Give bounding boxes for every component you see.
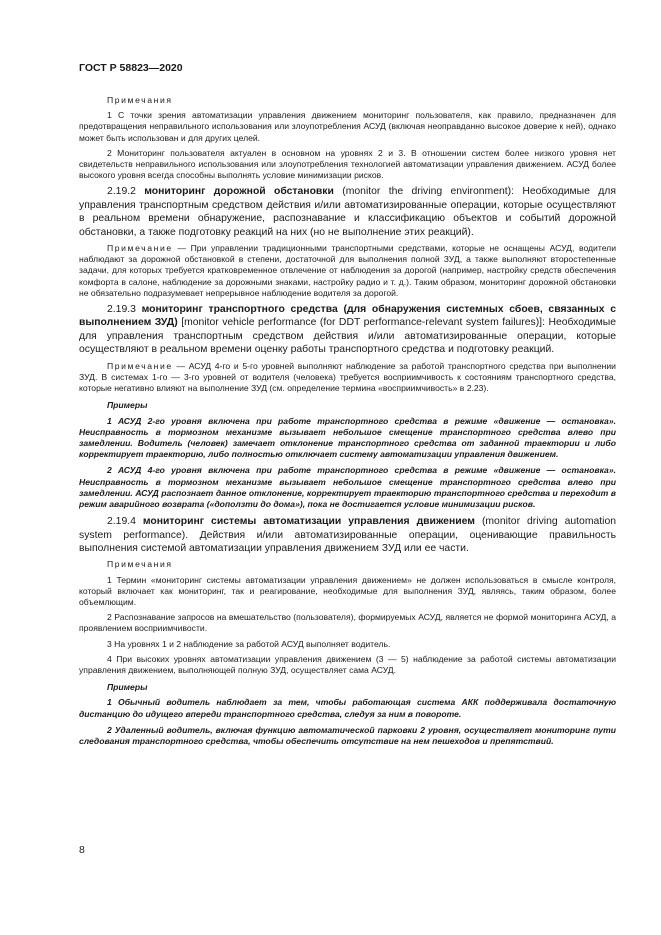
note-paragraph: 1 С точки зрения автоматизации управления движением мониторинг пользователя, как правило, предназначен для предотвращения неправильного использования или злоупотребления АСУД (включая неоправданно высокое доверие к ней), однако может быть использован и для других целей. xyxy=(79,110,616,143)
clause-number: 2.19.3 xyxy=(107,304,136,316)
notes-label: Примечания xyxy=(107,95,173,105)
definition-2-19-2 xyxy=(79,185,616,239)
note-text: — АСУД 4-го и 5-го уровней выполняют наблюдение за работой транспортного средства при выполнении ЗУД. В системах 1-го — 3-го уровней от водителя (человека) требуется восприимчивость к состояниям транспортного средства, которые негативно влияют на выполнение ЗУД (см. определение термина «восприимчивость» в 2.23). xyxy=(79,360,616,394)
note-paragraph: 2 Распознавание запросов на вмешательство (пользователя), формируемых АСУД, является не формой мониторинга АСУД, а проявлением восприимчивости. xyxy=(79,612,616,634)
definition-text: [monitor vehicle performance (for DDT performance-relevant system failures)]: Необходимые для управления транспортным средством действия и/или автоматизированные операции, которые осуществляют в реальном времени оценку работы транспортного средства и подготовку реакций. xyxy=(79,317,617,356)
example-paragraph: 2 АСУД 4-го уровня включена при работе транспортного средства в режиме «движение — остановка». Неисправность в тормозном механизме вызывает небольшое смещение транспортного средства влево при замедлении. АСУД распознает данное отклонение, корректирует траекторию транспортного средства и переходит в режим аварийного возврата («доползти до дома»), пока не достигается условие минимизации рисков. xyxy=(79,465,616,509)
definition-2-19-3 xyxy=(79,303,616,357)
examples-label: Примеры xyxy=(107,400,148,411)
clause-number: 2.19.2 xyxy=(107,186,136,198)
term: мониторинг дорожной обстановки xyxy=(144,186,334,198)
document-body xyxy=(79,95,616,752)
page-number: 8 xyxy=(79,844,85,856)
notes-label: Примечания xyxy=(107,559,173,570)
example-paragraph: 1 Обычный водитель наблюдает за тем, чтобы работающая система АКК поддерживала достаточную дистанцию до идущего впереди транспортного средства, следуя за ним в повороте. xyxy=(79,697,616,719)
note-paragraph: 3 На уровнях 1 и 2 наблюдение за работой АСУД выполняет водитель. xyxy=(107,638,391,649)
examples-label: Примеры xyxy=(107,682,148,693)
definition-text: (monitor driving automation system performance). Действия и/или автоматизированные операции, оценивающие правильность выполнения системой автоматизации управления движением ЗУД или ее части. xyxy=(79,516,617,554)
example-paragraph: 1 АСУД 2-го уровня включена при работе транспортного средства в режиме «движение — остановка». Неисправность в тормозном механизме вызывает небольшое смещение транспортного средства влево при замедлении. Водитель (человек) замечает отклонение транспортного средства от заданной траектории и либо корректирует траекторию, либо полностью отключает систему автоматизации управления движением. xyxy=(79,415,616,460)
note-paragraph xyxy=(79,243,616,299)
example-paragraph: 2 Удаленный водитель, включая функцию автоматической парковки 2 уровня, осуществляет мониторинг пути следования транспортного средства, чтобы обеспечить отсутствие на нем пешеходов и препятствий. xyxy=(79,724,616,746)
note-paragraph: 1 Термин «мониторинг системы автоматизации управления движением» не должен использоваться в смысле контроля, который включает как мониторинг, так и реагирование, необходимые для выполнения ЗУД, являясь, таким образом, более объемлющим. xyxy=(79,574,616,607)
term: мониторинг транспортного средства (для обнаружения системных сбоев, связанных с выполнением ЗУД) xyxy=(79,304,616,329)
note-paragraph xyxy=(79,361,616,395)
note-text: — При управлении традиционными транспортными средствами, которые не оснащены АСУД, водители наблюдают за дорожной обстановкой в степени, достаточной для выполнения полной ЗУД, а также выполняют второстепенные задачи, для которых требуется кратковременное отвлечение от наблюдения за дорогой (например, настройку средств обеспечения комфорта в салоне, наблюдение за дорожными знаками, настройку радио и т. д.). Таким образом, мониторинг дорожной обстановки не обязательно подразумевает непрерывное наблюдение водителя за дорогой. xyxy=(79,243,616,298)
note-paragraph: 4 При высоких уровнях автоматизации управления движением (3 — 5) наблюдение за работой системы автоматизации управления движением, выполняющей полную ЗУД, осуществляет сама АСУД. xyxy=(79,653,616,675)
document-header: ГОСТ Р 58823—2020 xyxy=(79,62,183,74)
note-label: Примечание xyxy=(107,360,173,371)
clause-number: 2.19.4 xyxy=(107,516,136,528)
definition-text: (monitor the driving environment): Необходимые для управления транспортным средством действия и/или автоматизированные операции, которые осуществляют в реальном времени обнаружение, распознавание и классификацию объектов и событий дорожной обстановки, а также подготовку реакций на них (но не выполнение этих реакций). xyxy=(79,186,617,238)
term: мониторинг системы автоматизации управления движением xyxy=(142,516,475,528)
definition-2-19-4 xyxy=(79,515,616,555)
note-paragraph: 2 Мониторинг пользователя актуален в основном на уровнях 2 и 3. В отношении систем более низкого уровня нет свидетельств неправильного использования или злоупотребления технологией автоматизации управления движением. АСУД более высокого уровня всегда способны выполнять условие минимизации рисков. xyxy=(79,147,616,181)
note-label: Примечание xyxy=(107,243,173,254)
